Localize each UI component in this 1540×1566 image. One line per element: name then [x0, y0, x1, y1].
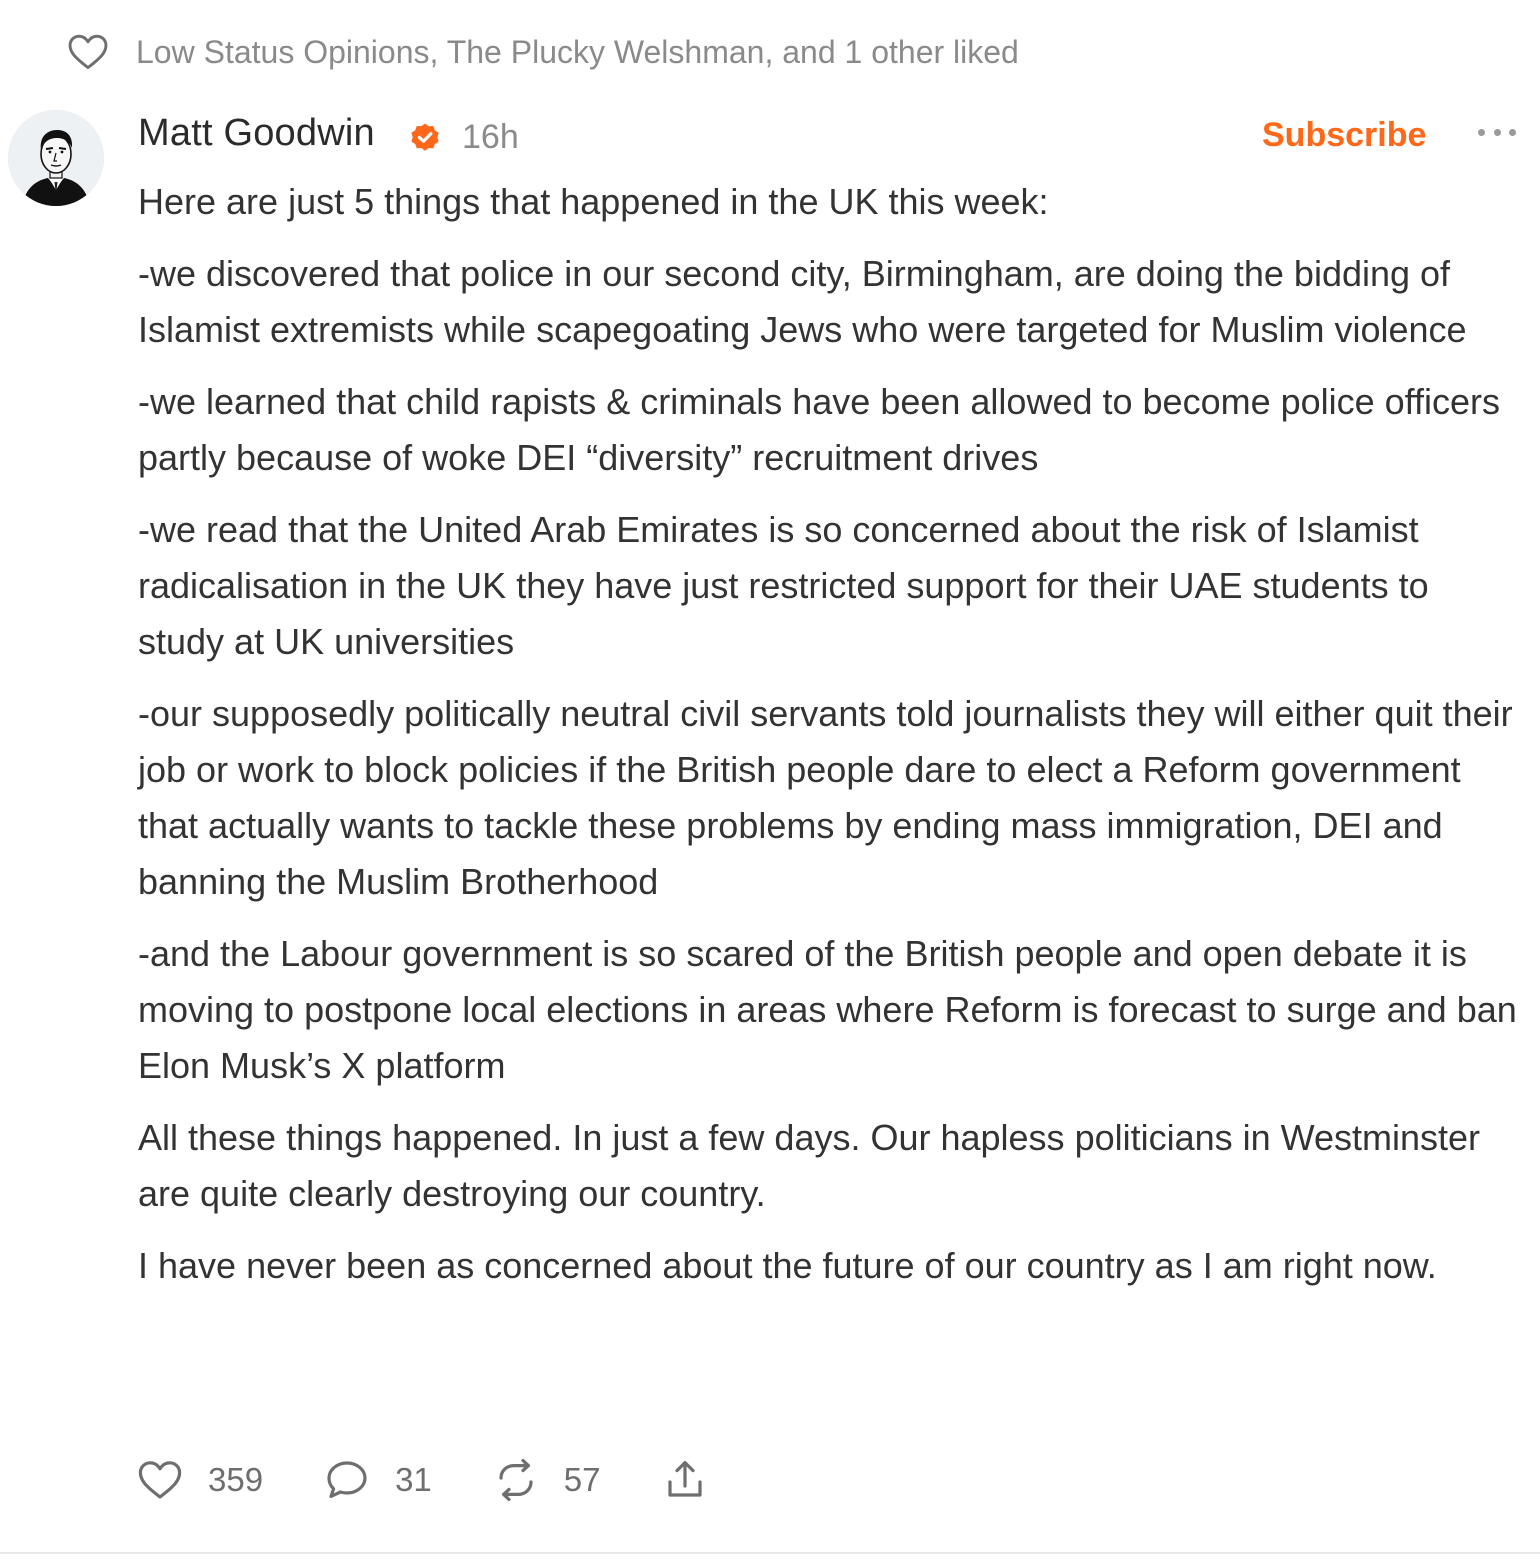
restack-button[interactable]: [492, 1456, 601, 1504]
post-paragraph: -and the Labour government is so scared of the British people and open debate it is moving to postpone local elections in areas where Reform is forecast to surge and ban Elon Musk’s X platform: [138, 933, 1517, 1086]
post-paragraph: All these things happened. In just a few days. Our hapless politicians in Westminster are quite clearly destroying our country.: [138, 1117, 1481, 1214]
restack-count: 57: [563, 1461, 601, 1498]
post-paragraph: -our supposedly politically neutral civil servants told journalists they will either quit their job or work to block policies if the British people dare to elect a Reform government that actually wants to tackle these problems by ending mass immigration, DEI and banning the Muslim Brotherhood: [138, 693, 1513, 902]
post-timestamp[interactable]: 16h: [462, 118, 519, 156]
post-paragraph: -we learned that child rapists & criminals have been allowed to become police officers partly because of woke DEI “diversity” recruitment drives: [138, 381, 1501, 478]
heart-outline-icon: [66, 30, 110, 74]
comment-button[interactable]: [323, 1456, 432, 1504]
post-paragraph: -we read that the United Arab Emirates is so concerned about the risk of Islamist radicalisation in the UK they have just restricted support for their UAE students to study at UK universities: [138, 509, 1429, 662]
post-paragraph: I have never been as concerned about the future of our country as I am right now.: [138, 1245, 1437, 1286]
post-paragraph: -we discovered that police in our second city, Birmingham, are doing the bidding of Islamist extremists while scapegoating Jews who were targeted for Muslim violence: [138, 253, 1467, 350]
post-actions: [136, 1452, 709, 1508]
heart-outline-icon: [136, 1456, 184, 1504]
post-paragraph: Here are just 5 things that happened in the UK this week:: [138, 181, 1049, 222]
ellipsis-icon: [1478, 129, 1485, 136]
like-count: 359: [208, 1461, 264, 1498]
post-header: [138, 110, 1540, 166]
author-avatar[interactable]: [8, 110, 104, 206]
author-name[interactable]: Matt Goodwin: [138, 112, 375, 154]
share-icon: [661, 1456, 709, 1504]
share-button[interactable]: [661, 1456, 709, 1504]
comment-bubble-icon: [323, 1456, 371, 1504]
like-button[interactable]: [136, 1456, 263, 1504]
more-options-button[interactable]: [1478, 122, 1516, 142]
liked-by-row: [66, 30, 1019, 74]
post-divider: [0, 1552, 1540, 1554]
liked-by-text[interactable]: Low Status Opinions, The Plucky Welshman, and 1 other liked: [136, 33, 1019, 70]
post-body: [138, 174, 1518, 1310]
subscribe-button[interactable]: Subscribe: [1262, 116, 1427, 154]
avatar-portrait-icon: [8, 110, 104, 206]
comment-count: 31: [395, 1461, 432, 1498]
verified-badge-icon: [408, 120, 442, 154]
restack-icon: [492, 1456, 540, 1504]
